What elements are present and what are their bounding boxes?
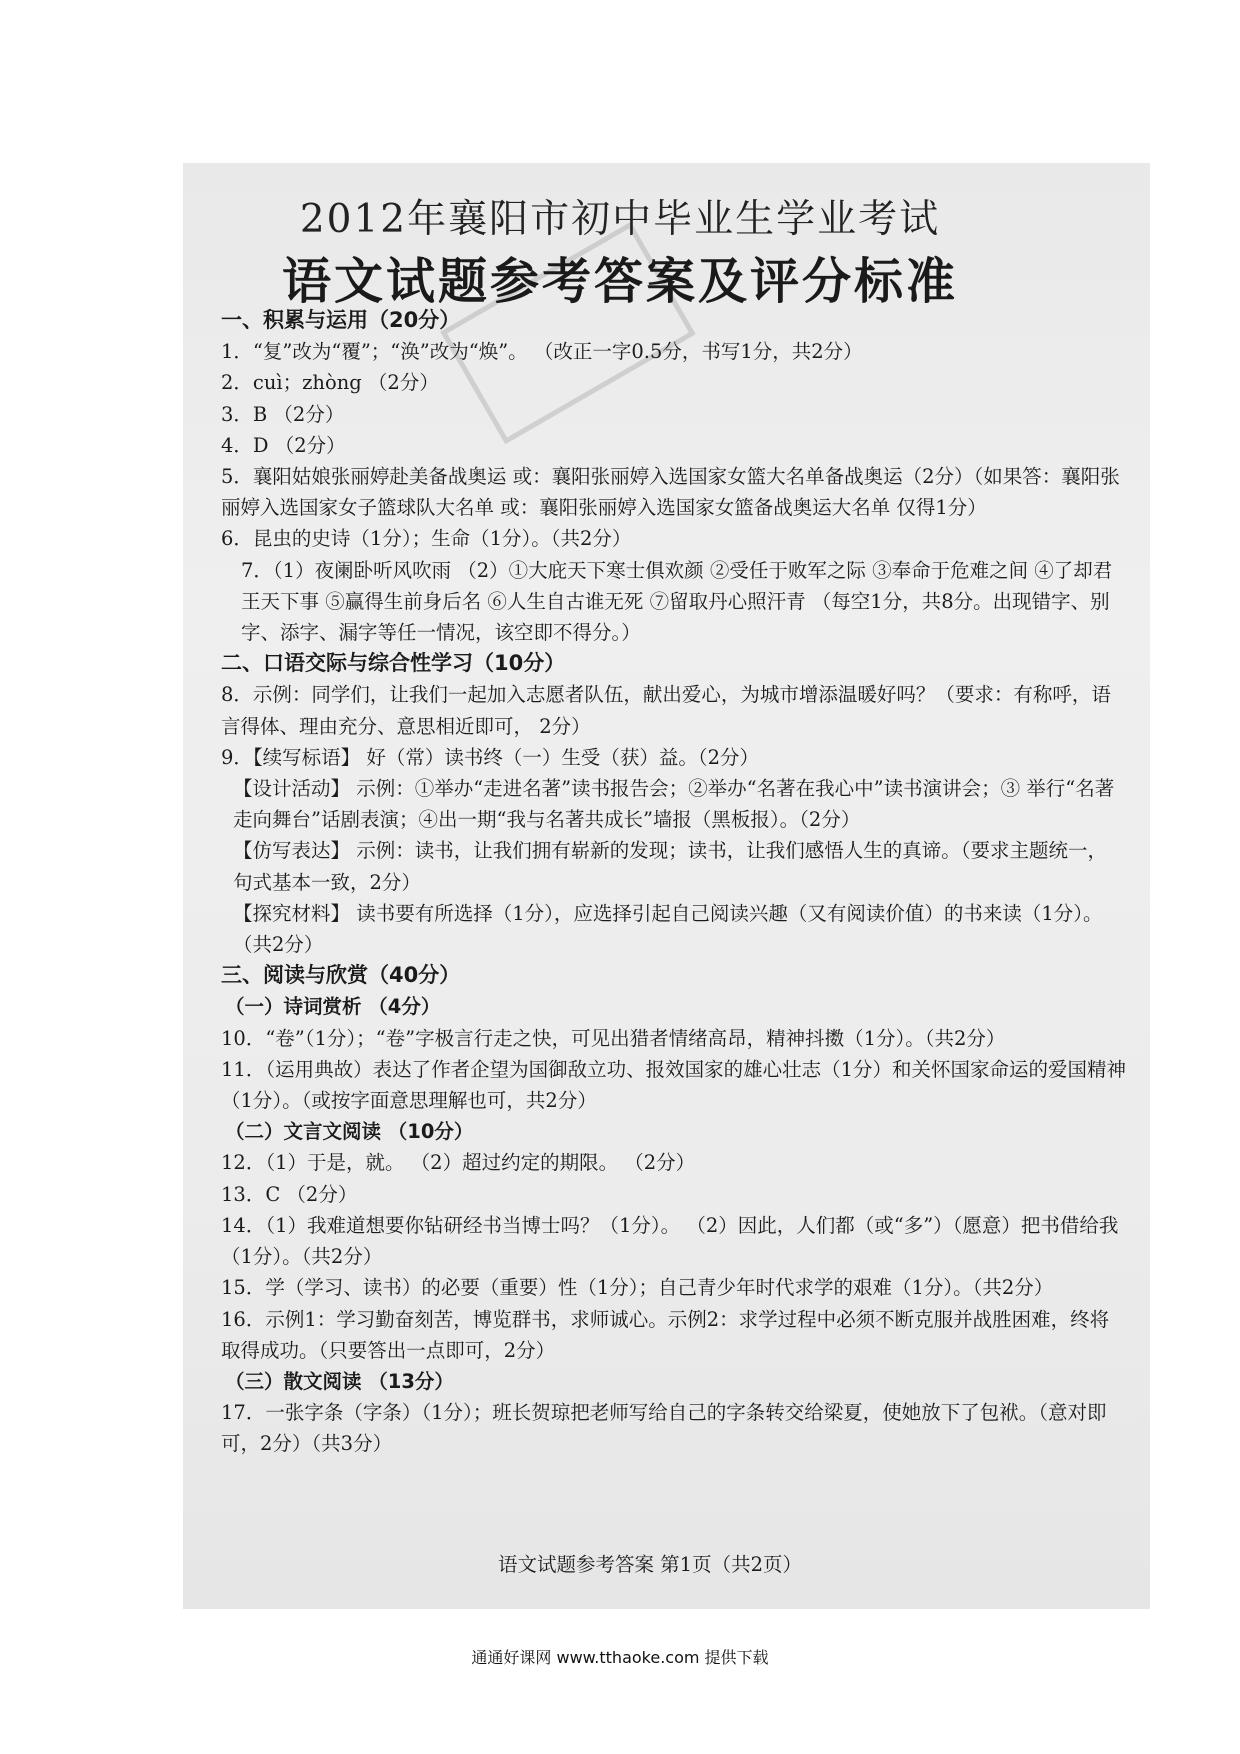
answer-line: 2．cuì；zhòng （2分） (221, 371, 439, 395)
source-credit: 通通好课网 www.tthaoke.com 提供下载 (471, 1648, 769, 1667)
answer-line: 【仿写表达】 示例：读书，让我们拥有崭新的发现；读书，让我们感悟人生的真谛。（要求主题统一，句式基本一致，2分） (233, 839, 1107, 894)
subsection-heading: （一）诗词赏析 （4分） (225, 995, 441, 1019)
answer-line: 10．“卷”（1分）；“卷”字极言行走之快，可见出猎者情绪高昂，精神抖擞（1分）。（共2分） (221, 1026, 1006, 1050)
answer-line: 7．（1）夜阑卧听风吹雨 （2）①大庇天下寒士俱欢颜 ②受任于败军之际 ③奉命于危难之间 ④了却君王天下事 ⑤赢得生前身后名 ⑥人生自古谁无死 ⑦留取丹心照汗青 （每空1分，共8分。出现错字、别字、添字、漏字等任一情况，该空即不得分。） (241, 558, 1113, 645)
page-footer: 语文试题参考答案 第1页（共2页） (497, 1553, 802, 1576)
answer-line: 3．B （2分） (221, 402, 345, 426)
section-heading: 三、阅读与欣赏（40分） (221, 963, 461, 988)
answer-line: 【设计活动】 示例：①举办“走进名著”读书报告会；②举办“名著在我心中”读书演讲会；③ 举行“名著走向舞台”话剧表演；④出一期“我与名著共成长”墙报（黑板报）。（2分） (233, 777, 1115, 832)
answer-line: 15．学（学习、读书）的必要（重要）性（1分）；自己青少年时代求学的艰难（1分）。（共2分） (221, 1276, 1054, 1300)
subsection-heading: （二）文言文阅读 （10分） (225, 1120, 474, 1144)
answer-line: 13．C （2分） (221, 1182, 358, 1206)
answer-line: 14．（1）我难道想要你钻研经书当博士吗？（1分）。 （2）因此，人们都（或“多”）（愿意）把书借给我（1分）。（共2分） (221, 1213, 1119, 1269)
answer-line: 6．昆虫的史诗（1分）；生命（1分）。（共2分） (221, 527, 632, 551)
answer-line: 5．襄阳姑娘张丽婷赴美备战奥运 或：襄阳张丽婷入选国家女篮大名单备战奥运（2分）（如果答：襄阳张丽婷入选国家女子篮球队大名单 或：襄阳张丽婷入选国家女篮备战奥运大名单 仅得1分） (221, 465, 1120, 520)
exam-title: 2012年襄阳市初中毕业生学业考试 (299, 197, 941, 242)
answer-line: 8．示例：同学们，让我们一起加入志愿者队伍，献出爱心，为城市增添温暖好吗？（要求：有称呼，语言得体、理由充分、意思相近即可， 2分） (221, 683, 1111, 738)
subsection-heading: （三）散文阅读 （13分） (225, 1369, 454, 1393)
answer-line: 9．【续写标语】 好（常）读书终（一）生受（获）益。（2分） (221, 745, 760, 769)
answer-line: 4．D （2分） (221, 433, 346, 457)
answer-line: 17．一张字条（字条）（1分）；班长贺琼把老师写给自己的字条转交给梁夏，使她放下了包袱。（意对即可，2分）（共3分） (221, 1401, 1107, 1456)
answer-content (221, 305, 1126, 1460)
answer-line: 1．“复”改为“覆”；“涣”改为“焕”。 （改正一字0.5分，书写1分，共2分） (221, 340, 863, 364)
document-title: 语文试题参考答案及评分标准 (281, 253, 958, 310)
answer-line: 16．示例1：学习勤奋刻苦，博览群书，求师诚心。示例2：求学过程中必须不断克服并战胜困难，终将取得成功。（只要答出一点即可，2分） (221, 1307, 1110, 1362)
section-heading: 二、口语交际与综合性学习（10分） (221, 651, 566, 676)
answer-line: 【探究材料】 读书要有所选择（1分），应选择引起自己阅读兴趣（又有阅读价值）的书来读（1分）。（共2分） (233, 901, 1103, 957)
answer-line: 12．（1）于是，就。 （2）超过约定的期限。 （2分） (221, 1151, 696, 1175)
section-heading: 一、积累与运用（20分） (221, 308, 461, 332)
answer-line: 11．（运用典故）表达了作者企望为国御敌立功、报效国家的雄心壮志（1分）和关怀国家命运的爱国精神（1分）。（或按字面意思理解也可，共2分） (221, 1057, 1126, 1113)
